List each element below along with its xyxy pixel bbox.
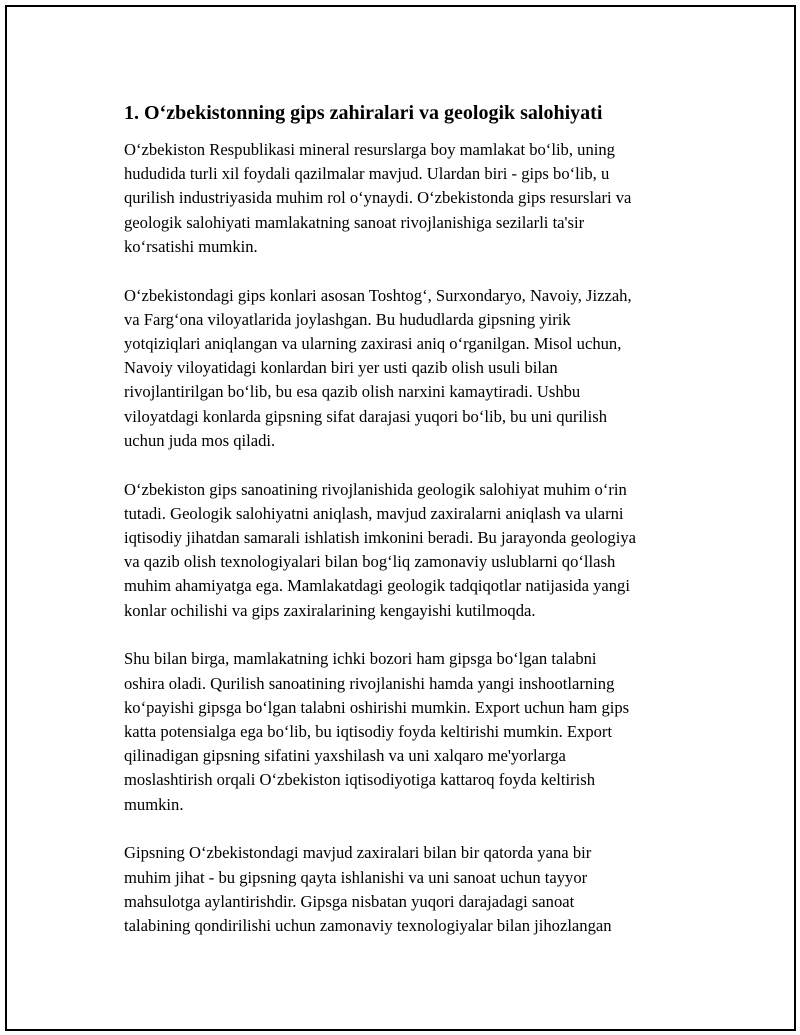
paragraph-5: Gipsning O‘zbekistondagi mavjud zaxiralari bilan bir qatorda yana bir muhim jihat - bu gipsning qayta ishlanishi va uni sanoat uchun tayyor mahsulotga aylantirishdir. Gipsga nisbatan yuqori darajadagi sanoat talabining qondirilishi uchun zamonaviy texnologiyalar bilan jihozlangan xyxy=(124,843,612,936)
section-heading: 1. O‘zbekistonning gips zahiralari va geologik salohiyati xyxy=(124,102,603,124)
paragraph-1: O‘zbekiston Respublikasi mineral resurslarga boy mamlakat bo‘lib, uning hududida turli xil foydali qazilmalar mavjud. Ulardan biri - gips bo‘lib, u qurilish industriyasida muhim rol o‘ynaydi. O‘zbekistonda gips resurslari va geologik salohiyati mamlakatning sanoat rivojlanishiga sezilarli ta'sir ko‘rsatishi mumkin. xyxy=(124,140,632,256)
paragraph-3: O‘zbekiston gips sanoatining rivojlanishida geologik salohiyat muhim o‘rin tutadi. Geologik salohiyatni aniqlash, mavjud zaxiralarni aniqlash va ularni iqtisodiy jihatdan samarali ishlatish imkonini beradi. Bu jarayonda geologiya va qazib olish texnologiyalari bilan bog‘liq zamonaviy uslublarni qo‘llash muhim ahamiyatga ega. Mamlakatdagi geologik tadqiqotlar natijasida yangi konlar ochilishi va gips zaxiralarining kengayishi kutilmoqda. xyxy=(124,479,636,620)
paragraph-4: Shu bilan birga, mamlakatning ichki bozori ham gipsga bo‘lgan talabni oshira oladi. Qurilish sanoatining rivojlanishi hamda yangi inshootlarning ko‘payishi gipsga bo‘lgan talabni oshirishi mumkin. Export uchun ham gips katta potensialga ega bo‘lib, bu iqtisodiy foyda keltirishi mumkin. Export qilinadigan gipsning sifatini yaxshilash va uni xalqaro me'yorlarga moslashtirish orqali O‘zbekiston iqtisodiyotiga kattaroq foyda keltirish mumkin. xyxy=(124,649,630,814)
document-page xyxy=(5,5,796,1031)
paragraph-2: O‘zbekistondagi gips konlari asosan Toshtog‘, Surxondaryo, Navoiy, Jizzah, va Farg‘ona viloyatlarida joylashgan. Bu hududlarda gipsning yirik yotqiziqlari aniqlangan va ularning zaxirasi aniq o‘rganilgan. Misol uchun, Navoiy viloyatidagi konlardan biri yer usti qazib olish usuli bilan rivojlantirilgan bo‘lib, bu esa qazib olish narxini kamaytiradi. Ushbu viloyatdagi konlarda gipsning sifat darajasi yuqori bo‘lib, bu uni qurilish uchun juda mos qiladi. xyxy=(124,285,632,450)
document-body xyxy=(124,99,704,963)
